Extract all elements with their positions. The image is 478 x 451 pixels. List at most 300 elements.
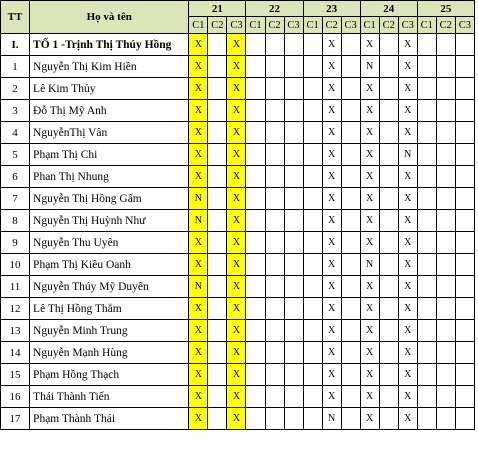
attendance-cell [265, 232, 284, 254]
attendance-cell [455, 232, 474, 254]
day-header: 22 [246, 1, 303, 17]
attendance-cell: X [322, 276, 341, 298]
attendance-cell [341, 408, 360, 430]
attendance-cell [246, 298, 265, 320]
attendance-cell [303, 386, 322, 408]
attendance-cell [436, 364, 455, 386]
table-row [1, 122, 475, 144]
row-number: 8 [1, 210, 30, 232]
attendance-cell [455, 408, 474, 430]
attendance-cell [303, 254, 322, 276]
attendance-cell [284, 364, 303, 386]
attendance-cell [284, 254, 303, 276]
attendance-cell [208, 232, 227, 254]
member-name: Thái Thành Tiến [30, 386, 189, 408]
attendance-cell: X [360, 276, 379, 298]
attendance-cell: X [189, 34, 208, 56]
attendance-cell: X [322, 56, 341, 78]
attendance-cell: X [398, 276, 417, 298]
member-name: Nguyễn Mạnh Hùng [30, 342, 189, 364]
member-name: Nguyễn Thúy Mỹ Duyên [30, 276, 189, 298]
attendance-cell [284, 276, 303, 298]
member-name: Phạm Thị Kiều Oanh [30, 254, 189, 276]
attendance-cell [341, 100, 360, 122]
attendance-cell [436, 210, 455, 232]
attendance-cell: X [322, 320, 341, 342]
attendance-cell: X [189, 342, 208, 364]
attendance-cell: X [398, 364, 417, 386]
attendance-cell: X [398, 188, 417, 210]
attendance-cell: X [189, 232, 208, 254]
attendance-cell [208, 408, 227, 430]
attendance-cell [284, 386, 303, 408]
attendance-cell [284, 342, 303, 364]
attendance-cell [379, 386, 398, 408]
attendance-cell [417, 78, 436, 100]
session-header: C1 [360, 17, 379, 34]
attendance-cell [455, 188, 474, 210]
attendance-cell [303, 78, 322, 100]
attendance-cell [265, 100, 284, 122]
attendance-cell [379, 210, 398, 232]
attendance-cell [265, 34, 284, 56]
attendance-cell: X [398, 210, 417, 232]
session-header: C1 [303, 17, 322, 34]
row-number: 16 [1, 386, 30, 408]
attendance-cell [265, 320, 284, 342]
attendance-cell [455, 276, 474, 298]
attendance-cell [455, 78, 474, 100]
table-row [1, 100, 475, 122]
attendance-cell [379, 254, 398, 276]
attendance-cell [284, 232, 303, 254]
attendance-cell [417, 188, 436, 210]
attendance-cell [455, 122, 474, 144]
attendance-cell [208, 386, 227, 408]
table-row [1, 364, 475, 386]
attendance-cell [455, 34, 474, 56]
attendance-cell [436, 188, 455, 210]
tt-header: TT [1, 1, 30, 34]
table-row [1, 254, 475, 276]
attendance-cell [341, 166, 360, 188]
attendance-cell: X [322, 210, 341, 232]
attendance-cell [208, 122, 227, 144]
attendance-cell: X [189, 408, 208, 430]
attendance-cell [303, 408, 322, 430]
attendance-cell [379, 408, 398, 430]
attendance-cell [246, 364, 265, 386]
attendance-cell [379, 342, 398, 364]
attendance-cell [265, 276, 284, 298]
attendance-cell [246, 100, 265, 122]
member-name: Đỗ Thị Mỹ Anh [30, 100, 189, 122]
attendance-cell [265, 254, 284, 276]
attendance-cell [436, 386, 455, 408]
attendance-cell: X [322, 78, 341, 100]
attendance-cell [303, 34, 322, 56]
attendance-cell [303, 188, 322, 210]
attendance-cell: X [227, 408, 246, 430]
attendance-cell [284, 144, 303, 166]
attendance-cell: X [322, 232, 341, 254]
attendance-cell: X [227, 210, 246, 232]
attendance-cell: X [227, 364, 246, 386]
attendance-cell [246, 144, 265, 166]
attendance-cell: N [398, 144, 417, 166]
attendance-cell: X [189, 78, 208, 100]
attendance-cell [246, 386, 265, 408]
attendance-cell [303, 100, 322, 122]
attendance-cell: X [398, 408, 417, 430]
attendance-cell: X [189, 254, 208, 276]
attendance-cell [246, 166, 265, 188]
attendance-cell [303, 56, 322, 78]
row-number: 1 [1, 56, 30, 78]
attendance-cell [379, 78, 398, 100]
attendance-cell [341, 254, 360, 276]
attendance-cell: X [360, 386, 379, 408]
attendance-cell [455, 342, 474, 364]
session-header: C1 [246, 17, 265, 34]
attendance-cell: X [322, 342, 341, 364]
attendance-cell: X [360, 34, 379, 56]
attendance-cell: X [398, 34, 417, 56]
attendance-cell [246, 78, 265, 100]
table-row [1, 232, 475, 254]
attendance-cell [417, 232, 436, 254]
row-number: 15 [1, 364, 30, 386]
attendance-cell: X [398, 100, 417, 122]
attendance-cell: X [189, 166, 208, 188]
attendance-cell: X [322, 254, 341, 276]
attendance-cell [246, 408, 265, 430]
attendance-cell [341, 298, 360, 320]
attendance-cell: X [398, 342, 417, 364]
attendance-cell [208, 254, 227, 276]
attendance-cell [246, 342, 265, 364]
row-number: 10 [1, 254, 30, 276]
attendance-cell [303, 298, 322, 320]
attendance-cell: X [398, 166, 417, 188]
attendance-cell [379, 364, 398, 386]
attendance-cell [284, 78, 303, 100]
attendance-cell [455, 254, 474, 276]
attendance-cell [284, 56, 303, 78]
attendance-cell [208, 166, 227, 188]
member-name: Lê Thị Hồng Thắm [30, 298, 189, 320]
attendance-cell: X [360, 408, 379, 430]
attendance-cell [436, 34, 455, 56]
session-header: C2 [265, 17, 284, 34]
attendance-cell: X [322, 298, 341, 320]
day-header: 25 [417, 1, 474, 17]
name-header: Họ và tên [30, 1, 189, 34]
session-header: C2 [436, 17, 455, 34]
attendance-cell [265, 188, 284, 210]
attendance-cell [341, 276, 360, 298]
day-header: 23 [303, 1, 360, 17]
attendance-cell [417, 364, 436, 386]
attendance-cell: X [227, 232, 246, 254]
attendance-cell [436, 276, 455, 298]
row-number: 7 [1, 188, 30, 210]
row-number: 12 [1, 298, 30, 320]
row-number: 3 [1, 100, 30, 122]
attendance-cell: X [227, 188, 246, 210]
attendance-cell: X [227, 342, 246, 364]
attendance-cell [284, 166, 303, 188]
table-row [1, 276, 475, 298]
row-number: 5 [1, 144, 30, 166]
attendance-cell [265, 210, 284, 232]
attendance-cell [341, 320, 360, 342]
attendance-cell [455, 210, 474, 232]
session-header: C3 [398, 17, 417, 34]
attendance-cell [208, 298, 227, 320]
attendance-cell: X [227, 100, 246, 122]
attendance-cell [208, 188, 227, 210]
member-name: Phạm Thị Chi [30, 144, 189, 166]
attendance-cell [246, 232, 265, 254]
member-name: Phạm Thành Thái [30, 408, 189, 430]
attendance-cell [208, 34, 227, 56]
attendance-cell [341, 210, 360, 232]
attendance-cell: X [360, 342, 379, 364]
attendance-cell: X [360, 232, 379, 254]
attendance-cell [284, 298, 303, 320]
attendance-cell [436, 78, 455, 100]
table-row [1, 408, 475, 430]
attendance-cell [341, 188, 360, 210]
attendance-cell [436, 232, 455, 254]
attendance-cell: N [189, 188, 208, 210]
attendance-cell: X [360, 188, 379, 210]
attendance-cell: X [398, 78, 417, 100]
attendance-cell: X [322, 364, 341, 386]
session-header: C2 [322, 17, 341, 34]
session-header: C1 [189, 17, 208, 34]
attendance-cell: X [322, 34, 341, 56]
attendance-cell [455, 320, 474, 342]
attendance-cell [455, 100, 474, 122]
attendance-cell [208, 276, 227, 298]
attendance-cell [284, 100, 303, 122]
attendance-cell: X [360, 78, 379, 100]
attendance-cell [417, 254, 436, 276]
attendance-cell: X [398, 298, 417, 320]
attendance-cell [417, 408, 436, 430]
attendance-cell [455, 56, 474, 78]
attendance-cell [455, 364, 474, 386]
session-header: C1 [417, 17, 436, 34]
attendance-cell [436, 298, 455, 320]
attendance-cell [417, 56, 436, 78]
attendance-cell [417, 342, 436, 364]
attendance-cell [208, 342, 227, 364]
attendance-cell: X [189, 320, 208, 342]
attendance-cell [379, 188, 398, 210]
attendance-cell: X [322, 386, 341, 408]
attendance-cell [265, 298, 284, 320]
member-name: Nguyễn Thị Huỳnh Như [30, 210, 189, 232]
attendance-cell [265, 364, 284, 386]
attendance-cell: X [360, 166, 379, 188]
attendance-cell [417, 122, 436, 144]
attendance-cell: N [360, 56, 379, 78]
attendance-cell [417, 320, 436, 342]
day-header: 24 [360, 1, 417, 17]
attendance-cell [208, 100, 227, 122]
attendance-cell [246, 56, 265, 78]
attendance-cell: X [227, 254, 246, 276]
attendance-cell [341, 56, 360, 78]
attendance-cell [417, 298, 436, 320]
attendance-cell [246, 254, 265, 276]
attendance-cell [417, 276, 436, 298]
attendance-cell: X [398, 320, 417, 342]
attendance-cell [379, 298, 398, 320]
attendance-cell [417, 166, 436, 188]
attendance-cell [379, 166, 398, 188]
attendance-cell: X [322, 144, 341, 166]
attendance-cell: X [398, 386, 417, 408]
attendance-cell: X [189, 100, 208, 122]
attendance-cell [284, 122, 303, 144]
attendance-cell [208, 144, 227, 166]
attendance-cell [417, 386, 436, 408]
attendance-cell [284, 408, 303, 430]
attendance-cell: X [227, 34, 246, 56]
table-row [1, 298, 475, 320]
table-row [1, 386, 475, 408]
row-number: I. [1, 34, 30, 56]
row-number: 17 [1, 408, 30, 430]
attendance-cell: X [189, 144, 208, 166]
attendance-cell [303, 342, 322, 364]
attendance-cell: X [189, 386, 208, 408]
attendance-cell [284, 188, 303, 210]
attendance-cell [379, 144, 398, 166]
attendance-cell [265, 342, 284, 364]
attendance-cell [303, 232, 322, 254]
member-name: Lê Kim Thủy [30, 78, 189, 100]
attendance-cell [265, 122, 284, 144]
session-header: C3 [455, 17, 474, 34]
member-name: NguyễnThị Vân [30, 122, 189, 144]
row-number: 11 [1, 276, 30, 298]
attendance-cell [284, 320, 303, 342]
table-row [1, 210, 475, 232]
table-row [1, 342, 475, 364]
attendance-cell: X [398, 122, 417, 144]
attendance-cell [436, 408, 455, 430]
member-name: Phan Thị Nhung [30, 166, 189, 188]
attendance-cell [455, 144, 474, 166]
attendance-cell: X [322, 188, 341, 210]
attendance-cell [265, 78, 284, 100]
session-header: C2 [379, 17, 398, 34]
session-header: C2 [208, 17, 227, 34]
attendance-cell: X [189, 298, 208, 320]
attendance-cell [436, 122, 455, 144]
attendance-cell [284, 34, 303, 56]
attendance-cell [341, 34, 360, 56]
attendance-cell: X [227, 144, 246, 166]
attendance-cell: X [227, 386, 246, 408]
attendance-cell [208, 210, 227, 232]
attendance-cell [208, 78, 227, 100]
attendance-cell [246, 276, 265, 298]
attendance-cell: X [189, 122, 208, 144]
attendance-cell: X [227, 276, 246, 298]
attendance-cell: X [227, 56, 246, 78]
table-row [1, 78, 475, 100]
row-number: 4 [1, 122, 30, 144]
attendance-cell [379, 56, 398, 78]
attendance-cell [436, 166, 455, 188]
attendance-cell: X [360, 298, 379, 320]
row-number: 6 [1, 166, 30, 188]
attendance-cell: X [227, 122, 246, 144]
member-name: Nguyễn Minh Trung [30, 320, 189, 342]
attendance-cell [436, 144, 455, 166]
attendance-cell [417, 210, 436, 232]
attendance-cell: X [227, 166, 246, 188]
attendance-cell: X [227, 320, 246, 342]
attendance-cell [303, 144, 322, 166]
attendance-cell [265, 408, 284, 430]
row-number: 9 [1, 232, 30, 254]
attendance-cell [246, 210, 265, 232]
attendance-cell: X [322, 122, 341, 144]
attendance-cell [455, 298, 474, 320]
attendance-cell: N [189, 276, 208, 298]
attendance-cell [417, 34, 436, 56]
attendance-cell [246, 320, 265, 342]
table-row [1, 34, 475, 56]
member-name: Nguyễn Thu Uyên [30, 232, 189, 254]
attendance-cell [265, 56, 284, 78]
attendance-cell [341, 78, 360, 100]
attendance-cell [303, 364, 322, 386]
attendance-cell [208, 56, 227, 78]
attendance-cell: N [322, 408, 341, 430]
attendance-cell [246, 188, 265, 210]
attendance-cell [303, 276, 322, 298]
attendance-cell: X [360, 100, 379, 122]
attendance-cell [341, 364, 360, 386]
row-number: 2 [1, 78, 30, 100]
attendance-cell [341, 342, 360, 364]
attendance-cell [265, 144, 284, 166]
row-number: 14 [1, 342, 30, 364]
table-row [1, 166, 475, 188]
attendance-cell: X [189, 56, 208, 78]
member-name: Nguyễn Thị Kim Hiền [30, 56, 189, 78]
attendance-cell [303, 122, 322, 144]
attendance-cell [208, 364, 227, 386]
attendance-cell: X [360, 364, 379, 386]
attendance-cell: X [398, 254, 417, 276]
table-row [1, 56, 475, 78]
attendance-cell: X [360, 210, 379, 232]
attendance-cell [379, 122, 398, 144]
attendance-cell: X [360, 122, 379, 144]
member-name: TỔ 1 -Trịnh Thị Thúy Hồng [30, 34, 189, 56]
table-row [1, 320, 475, 342]
session-header: C3 [227, 17, 246, 34]
